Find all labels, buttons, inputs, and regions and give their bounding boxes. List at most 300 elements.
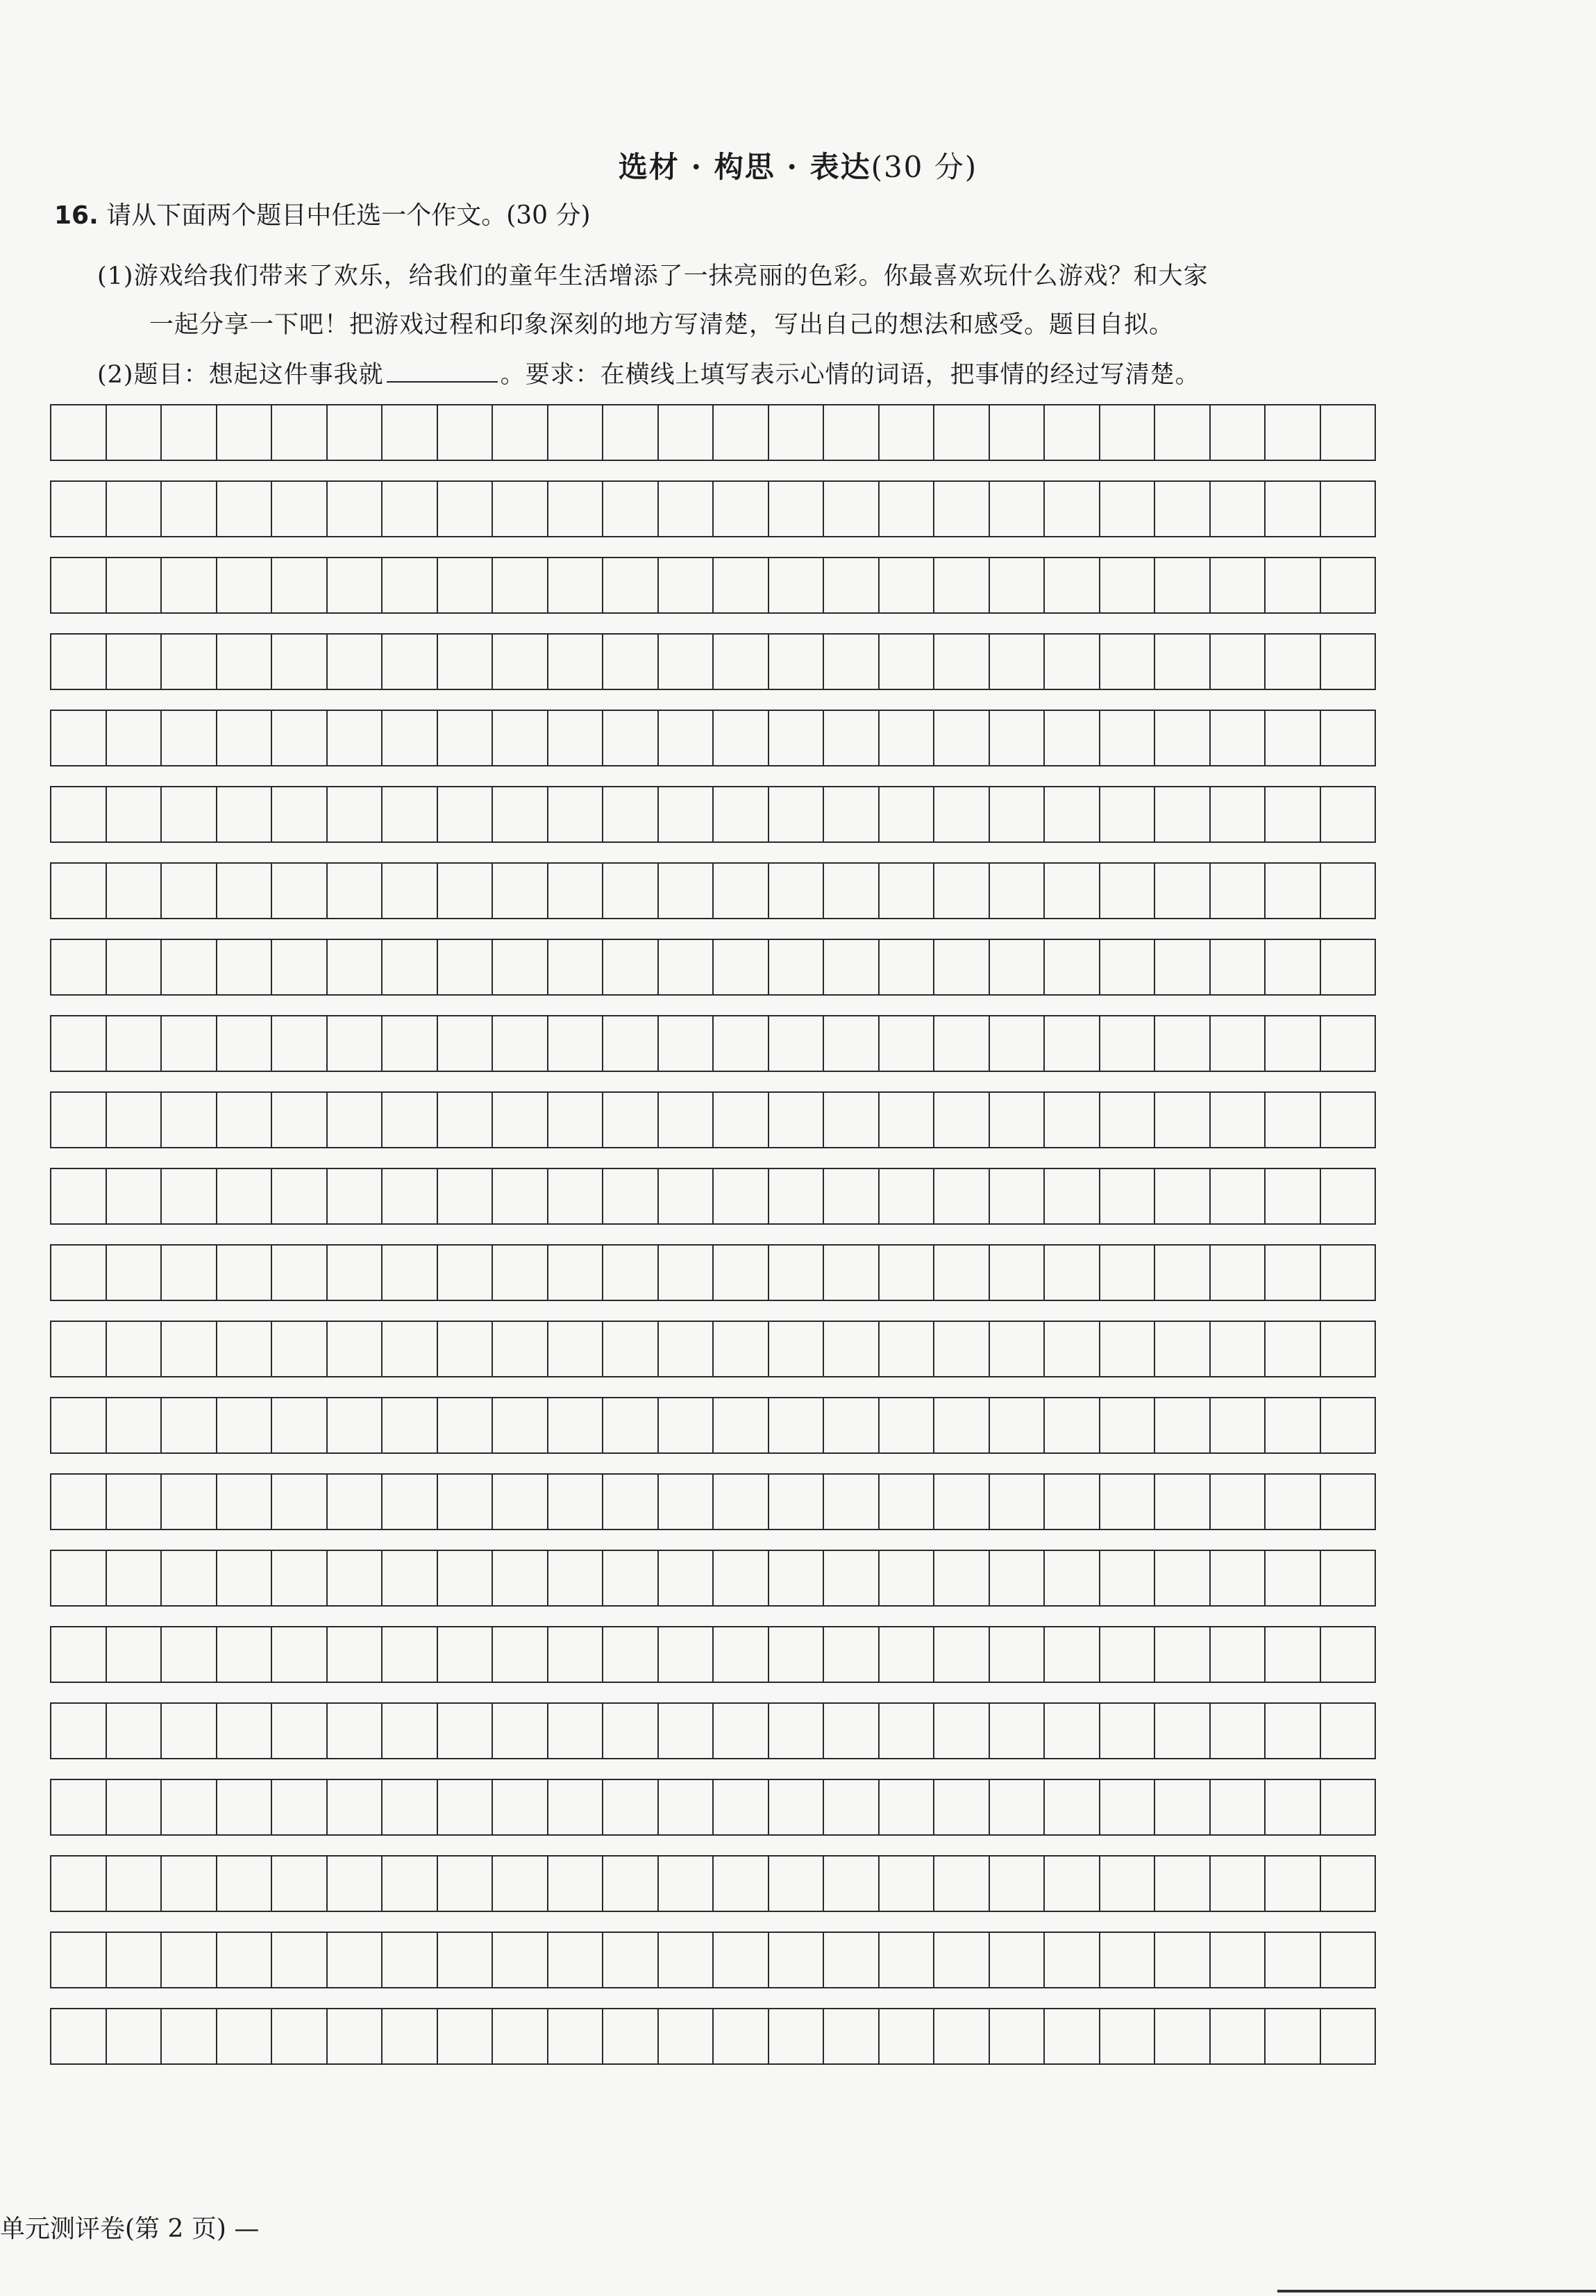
grid-cell[interactable] [548,1016,604,1071]
grid-cell[interactable] [438,1169,494,1223]
grid-cell[interactable] [107,1246,162,1300]
grid-cell[interactable] [659,864,714,918]
grid-cell[interactable] [880,864,935,918]
grid-cell[interactable] [769,1016,825,1071]
grid-cell[interactable] [548,1169,604,1223]
grid-cell[interactable] [51,1627,107,1682]
grid-cell[interactable] [1045,1933,1100,1987]
grid-cell[interactable] [714,1398,769,1452]
grid-cell[interactable] [272,1169,328,1223]
grid-cell[interactable] [383,711,438,765]
grid-cell[interactable] [383,1246,438,1300]
grid-cell[interactable] [1321,635,1375,689]
grid-cell[interactable] [990,1933,1045,1987]
grid-cell[interactable] [769,2009,825,2063]
grid-cell[interactable] [1045,1398,1100,1452]
grid-cell[interactable] [990,1322,1045,1376]
grid-cell[interactable] [990,1780,1045,1834]
grid-cell[interactable] [438,558,494,612]
grid-cell[interactable] [548,482,604,536]
grid-cell[interactable] [328,1780,383,1834]
grid-cell[interactable] [1321,787,1375,841]
grid-cell[interactable] [934,1475,990,1529]
grid-cell[interactable] [272,1551,328,1605]
grid-cell[interactable] [548,1780,604,1834]
grid-cell[interactable] [1321,1704,1375,1758]
grid-cell[interactable] [990,787,1045,841]
grid-cell[interactable] [438,405,494,460]
grid-cell[interactable] [162,1016,217,1071]
grid-cell[interactable] [934,2009,990,2063]
grid-cell[interactable] [272,787,328,841]
grid-cell[interactable] [714,1246,769,1300]
grid-cell[interactable] [107,2009,162,2063]
grid-cell[interactable] [272,558,328,612]
grid-cell[interactable] [934,482,990,536]
grid-cell[interactable] [1045,558,1100,612]
grid-cell[interactable] [934,711,990,765]
grid-cell[interactable] [493,1016,548,1071]
grid-cell[interactable] [1100,1169,1156,1223]
grid-cell[interactable] [51,482,107,536]
grid-cell[interactable] [880,1322,935,1376]
grid-cell[interactable] [493,635,548,689]
grid-cell[interactable] [272,635,328,689]
grid-cell[interactable] [1155,1246,1211,1300]
grid-cell[interactable] [548,1627,604,1682]
grid-cell[interactable] [824,940,880,994]
grid-cell[interactable] [217,787,273,841]
grid-cell[interactable] [328,787,383,841]
grid-cell[interactable] [659,1551,714,1605]
grid-cell[interactable] [217,1857,273,1911]
grid-cell[interactable] [217,1551,273,1605]
grid-cell[interactable] [1155,1169,1211,1223]
grid-cell[interactable] [493,787,548,841]
grid-cell[interactable] [659,405,714,460]
grid-cell[interactable] [769,1551,825,1605]
grid-cell[interactable] [1266,1704,1321,1758]
grid-cell[interactable] [1155,635,1211,689]
grid-cell[interactable] [1211,787,1266,841]
grid-cell[interactable] [1100,1322,1156,1376]
grid-cell[interactable] [769,1398,825,1452]
grid-cell[interactable] [1100,1016,1156,1071]
grid-cell[interactable] [824,1627,880,1682]
grid-cell[interactable] [383,1627,438,1682]
grid-cell[interactable] [714,482,769,536]
grid-cell[interactable] [272,405,328,460]
grid-cell[interactable] [714,635,769,689]
grid-cell[interactable] [438,2009,494,2063]
grid-cell[interactable] [880,2009,935,2063]
grid-cell[interactable] [659,1016,714,1071]
grid-cell[interactable] [51,1246,107,1300]
grid-cell[interactable] [934,558,990,612]
grid-cell[interactable] [1045,635,1100,689]
grid-cell[interactable] [1045,1704,1100,1758]
grid-cell[interactable] [217,1475,273,1529]
grid-cell[interactable] [162,1780,217,1834]
grid-cell[interactable] [824,864,880,918]
grid-cell[interactable] [1211,405,1266,460]
grid-cell[interactable] [328,1016,383,1071]
grid-cell[interactable] [217,558,273,612]
grid-cell[interactable] [824,2009,880,2063]
grid-cell[interactable] [1321,711,1375,765]
grid-cell[interactable] [328,1551,383,1605]
grid-cell[interactable] [1045,1169,1100,1223]
grid-cell[interactable] [1211,1475,1266,1529]
grid-cell[interactable] [493,1475,548,1529]
grid-cell[interactable] [493,405,548,460]
grid-cell[interactable] [107,1551,162,1605]
grid-cell[interactable] [107,1780,162,1834]
grid-cell[interactable] [769,1780,825,1834]
grid-cell[interactable] [659,1322,714,1376]
grid-cell[interactable] [1100,482,1156,536]
grid-cell[interactable] [383,558,438,612]
grid-cell[interactable] [934,1933,990,1987]
grid-cell[interactable] [603,1016,659,1071]
grid-cell[interactable] [1321,1322,1375,1376]
grid-cell[interactable] [880,1398,935,1452]
grid-cell[interactable] [990,482,1045,536]
grid-cell[interactable] [217,482,273,536]
grid-cell[interactable] [1211,1627,1266,1682]
grid-cell[interactable] [162,482,217,536]
grid-cell[interactable] [107,1093,162,1147]
grid-cell[interactable] [383,635,438,689]
grid-cell[interactable] [880,635,935,689]
grid-cell[interactable] [272,1246,328,1300]
grid-cell[interactable] [1321,1246,1375,1300]
grid-cell[interactable] [1211,1551,1266,1605]
grid-cell[interactable] [603,1093,659,1147]
grid-cell[interactable] [603,1627,659,1682]
grid-cell[interactable] [548,940,604,994]
grid-cell[interactable] [603,1551,659,1605]
grid-cell[interactable] [659,1398,714,1452]
grid-cell[interactable] [714,1780,769,1834]
grid-cell[interactable] [1155,787,1211,841]
grid-cell[interactable] [162,405,217,460]
grid-cell[interactable] [328,1627,383,1682]
grid-cell[interactable] [934,1551,990,1605]
grid-cell[interactable] [934,1246,990,1300]
grid-cell[interactable] [217,711,273,765]
grid-cell[interactable] [603,2009,659,2063]
grid-cell[interactable] [934,864,990,918]
grid-cell[interactable] [493,1093,548,1147]
grid-cell[interactable] [107,1933,162,1987]
grid-cell[interactable] [1321,1933,1375,1987]
grid-cell[interactable] [272,2009,328,2063]
grid-cell[interactable] [990,1627,1045,1682]
grid-cell[interactable] [383,1093,438,1147]
grid-cell[interactable] [603,711,659,765]
grid-cell[interactable] [162,1246,217,1300]
grid-cell[interactable] [1045,864,1100,918]
grid-cell[interactable] [1045,787,1100,841]
grid-cell[interactable] [51,405,107,460]
grid-cell[interactable] [603,1780,659,1834]
grid-cell[interactable] [1266,1780,1321,1834]
grid-cell[interactable] [714,2009,769,2063]
grid-cell[interactable] [548,1704,604,1758]
grid-cell[interactable] [162,1551,217,1605]
grid-cell[interactable] [328,940,383,994]
grid-cell[interactable] [659,635,714,689]
grid-cell[interactable] [1045,2009,1100,2063]
grid-cell[interactable] [990,558,1045,612]
grid-cell[interactable] [1100,1093,1156,1147]
grid-cell[interactable] [990,635,1045,689]
grid-cell[interactable] [1211,1933,1266,1987]
grid-cell[interactable] [217,1016,273,1071]
grid-cell[interactable] [1321,1857,1375,1911]
grid-cell[interactable] [51,787,107,841]
grid-cell[interactable] [714,1016,769,1071]
grid-cell[interactable] [603,940,659,994]
grid-cell[interactable] [880,711,935,765]
grid-cell[interactable] [880,405,935,460]
grid-cell[interactable] [824,1398,880,1452]
grid-cell[interactable] [493,1551,548,1605]
grid-cell[interactable] [1266,635,1321,689]
grid-cell[interactable] [493,864,548,918]
grid-cell[interactable] [769,864,825,918]
grid-cell[interactable] [1266,1169,1321,1223]
grid-cell[interactable] [383,1857,438,1911]
grid-cell[interactable] [383,1933,438,1987]
grid-cell[interactable] [880,1551,935,1605]
grid-cell[interactable] [1211,1780,1266,1834]
grid-cell[interactable] [1266,1322,1321,1376]
grid-cell[interactable] [934,635,990,689]
grid-cell[interactable] [1321,2009,1375,2063]
grid-cell[interactable] [1045,1322,1100,1376]
grid-cell[interactable] [1266,1627,1321,1682]
grid-cell[interactable] [548,1246,604,1300]
grid-cell[interactable] [990,1857,1045,1911]
grid-cell[interactable] [217,635,273,689]
grid-cell[interactable] [217,1322,273,1376]
grid-cell[interactable] [217,1093,273,1147]
grid-cell[interactable] [1100,711,1156,765]
grid-cell[interactable] [880,1933,935,1987]
grid-cell[interactable] [1045,940,1100,994]
grid-cell[interactable] [438,1246,494,1300]
grid-cell[interactable] [1211,1093,1266,1147]
grid-cell[interactable] [934,787,990,841]
grid-cell[interactable] [272,711,328,765]
grid-cell[interactable] [272,1857,328,1911]
grid-cell[interactable] [714,940,769,994]
grid-cell[interactable] [107,1169,162,1223]
grid-cell[interactable] [328,1169,383,1223]
grid-cell[interactable] [217,1780,273,1834]
grid-cell[interactable] [548,787,604,841]
grid-cell[interactable] [548,1398,604,1452]
grid-cell[interactable] [548,1933,604,1987]
grid-cell[interactable] [769,1169,825,1223]
grid-cell[interactable] [548,635,604,689]
grid-cell[interactable] [328,482,383,536]
grid-cell[interactable] [714,787,769,841]
grid-cell[interactable] [328,1246,383,1300]
grid-cell[interactable] [438,635,494,689]
grid-cell[interactable] [272,1398,328,1452]
grid-cell[interactable] [1155,1016,1211,1071]
grid-cell[interactable] [51,558,107,612]
grid-cell[interactable] [1045,1093,1100,1147]
grid-cell[interactable] [438,787,494,841]
grid-cell[interactable] [934,1322,990,1376]
grid-cell[interactable] [1211,1169,1266,1223]
grid-cell[interactable] [328,1398,383,1452]
grid-cell[interactable] [1045,1627,1100,1682]
grid-cell[interactable] [217,2009,273,2063]
grid-cell[interactable] [162,1169,217,1223]
grid-cell[interactable] [1100,1398,1156,1452]
grid-cell[interactable] [51,1475,107,1529]
grid-cell[interactable] [217,864,273,918]
grid-cell[interactable] [659,1169,714,1223]
grid-cell[interactable] [934,1780,990,1834]
grid-cell[interactable] [824,635,880,689]
grid-cell[interactable] [438,1627,494,1682]
grid-cell[interactable] [548,405,604,460]
grid-cell[interactable] [1155,1857,1211,1911]
grid-cell[interactable] [107,1475,162,1529]
grid-cell[interactable] [272,1475,328,1529]
grid-cell[interactable] [1100,635,1156,689]
grid-cell[interactable] [217,1704,273,1758]
grid-cell[interactable] [272,1780,328,1834]
grid-cell[interactable] [51,1857,107,1911]
grid-cell[interactable] [493,1933,548,1987]
grid-cell[interactable] [990,1246,1045,1300]
grid-cell[interactable] [1211,940,1266,994]
grid-cell[interactable] [769,558,825,612]
grid-cell[interactable] [990,1169,1045,1223]
grid-cell[interactable] [1211,1322,1266,1376]
grid-cell[interactable] [1155,1704,1211,1758]
grid-cell[interactable] [272,1322,328,1376]
grid-cell[interactable] [51,940,107,994]
grid-cell[interactable] [328,1322,383,1376]
grid-cell[interactable] [824,1016,880,1071]
grid-cell[interactable] [934,405,990,460]
grid-cell[interactable] [272,1093,328,1147]
grid-cell[interactable] [769,940,825,994]
grid-cell[interactable] [272,940,328,994]
grid-cell[interactable] [162,1933,217,1987]
grid-cell[interactable] [438,1933,494,1987]
grid-cell[interactable] [51,1322,107,1376]
grid-cell[interactable] [603,1398,659,1452]
grid-cell[interactable] [990,1398,1045,1452]
grid-cell[interactable] [162,2009,217,2063]
grid-cell[interactable] [659,711,714,765]
grid-cell[interactable] [603,1704,659,1758]
grid-cell[interactable] [769,635,825,689]
grid-cell[interactable] [328,1475,383,1529]
grid-cell[interactable] [1045,482,1100,536]
grid-cell[interactable] [769,1704,825,1758]
grid-cell[interactable] [880,1246,935,1300]
grid-cell[interactable] [1045,1246,1100,1300]
grid-cell[interactable] [990,405,1045,460]
grid-cell[interactable] [217,1246,273,1300]
grid-cell[interactable] [1211,558,1266,612]
grid-cell[interactable] [217,405,273,460]
grid-cell[interactable] [493,1704,548,1758]
grid-cell[interactable] [769,787,825,841]
grid-cell[interactable] [603,864,659,918]
grid-cell[interactable] [659,1780,714,1834]
grid-cell[interactable] [162,1627,217,1682]
grid-cell[interactable] [493,711,548,765]
grid-cell[interactable] [107,1016,162,1071]
grid-cell[interactable] [1155,711,1211,765]
grid-cell[interactable] [1266,1093,1321,1147]
grid-cell[interactable] [1100,1704,1156,1758]
grid-cell[interactable] [824,1551,880,1605]
grid-cell[interactable] [1155,1627,1211,1682]
grid-cell[interactable] [1155,2009,1211,2063]
grid-cell[interactable] [1155,405,1211,460]
grid-cell[interactable] [1100,864,1156,918]
grid-cell[interactable] [659,482,714,536]
grid-cell[interactable] [824,1475,880,1529]
grid-cell[interactable] [603,482,659,536]
grid-cell[interactable] [824,1246,880,1300]
grid-cell[interactable] [1211,864,1266,918]
grid-cell[interactable] [603,1475,659,1529]
grid-cell[interactable] [493,1857,548,1911]
grid-cell[interactable] [383,1704,438,1758]
grid-cell[interactable] [603,1322,659,1376]
grid-cell[interactable] [162,1704,217,1758]
grid-cell[interactable] [438,864,494,918]
grid-cell[interactable] [1321,1780,1375,1834]
grid-cell[interactable] [162,558,217,612]
grid-cell[interactable] [548,2009,604,2063]
grid-cell[interactable] [824,1704,880,1758]
grid-cell[interactable] [1266,482,1321,536]
grid-cell[interactable] [714,558,769,612]
grid-cell[interactable] [1266,787,1321,841]
grid-cell[interactable] [383,864,438,918]
grid-cell[interactable] [383,482,438,536]
grid-cell[interactable] [1155,940,1211,994]
grid-cell[interactable] [769,1627,825,1682]
grid-cell[interactable] [1321,1169,1375,1223]
grid-cell[interactable] [1211,1857,1266,1911]
grid-cell[interactable] [217,940,273,994]
grid-cell[interactable] [1155,1551,1211,1605]
grid-cell[interactable] [1155,1322,1211,1376]
grid-cell[interactable] [824,558,880,612]
grid-cell[interactable] [548,1551,604,1605]
grid-cell[interactable] [603,1857,659,1911]
grid-cell[interactable] [1266,1016,1321,1071]
grid-cell[interactable] [934,1398,990,1452]
grid-cell[interactable] [548,1475,604,1529]
grid-cell[interactable] [51,864,107,918]
